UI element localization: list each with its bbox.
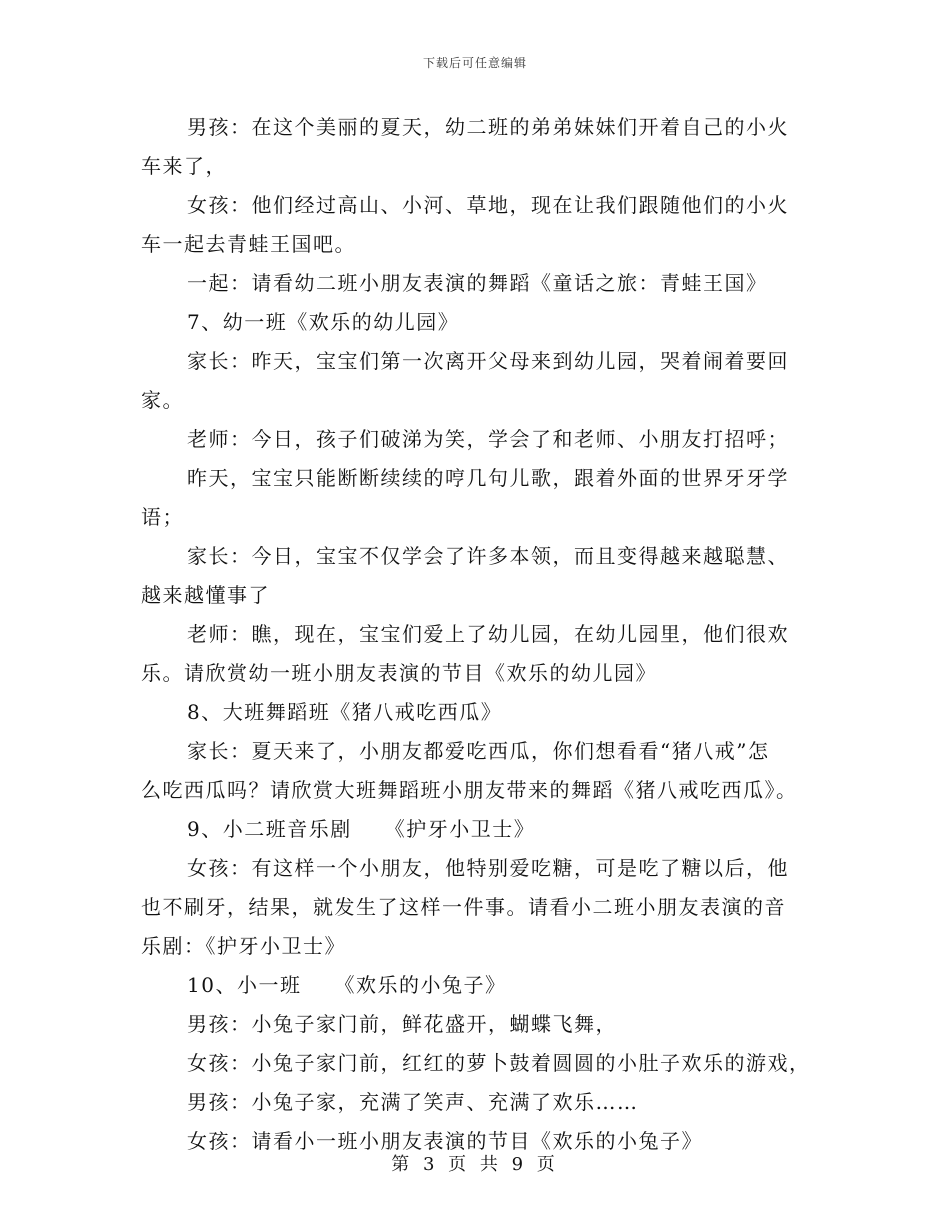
- text-line: 女孩：请看小一班小朋友表演的节目《欢乐的小兔子》: [187, 1129, 703, 1153]
- text-line: 男孩：小兔子家，充满了笑声、充满了欢乐……: [187, 1090, 639, 1114]
- text-line: 女孩：小兔子家门前，红红的萝卜鼓着圆圆的小肚子欢乐的游戏，: [187, 1051, 811, 1075]
- text-line: 一起：请看幼二班小朋友表演的舞蹈《童话之旅：青蛙王国》: [187, 271, 768, 295]
- text-line: 老师：瞧，现在，宝宝们爱上了幼儿园，在幼儿园里，他们很欢: [187, 622, 789, 646]
- section-heading: 7、幼一班《欢乐的幼儿园》: [187, 310, 460, 334]
- text-line: 家长：今日，宝宝不仅学会了许多本领，而且变得越来越聪慧、: [187, 544, 789, 568]
- text-line: 乐。请欣赏幼一班小朋友表演的节目《欢乐的幼儿园》: [141, 661, 657, 685]
- text-line: 昨天，宝宝只能断断续续的哼几句儿歌，跟着外面的世界牙牙学: [187, 466, 789, 490]
- text-line: 也不刷牙，结果，就发生了这样一件事。请看小二班小朋友表演的音: [141, 895, 786, 919]
- section-heading: 10、小一班 《欢乐的小兔子》: [187, 973, 507, 997]
- text-line: 越来越懂事了: [141, 583, 270, 607]
- text-line: 乐剧：《护牙小卫士》: [141, 934, 346, 958]
- text-line: 家。: [141, 388, 184, 412]
- page-number: 第 3 页 共 9 页: [391, 1154, 559, 1175]
- document-body: [141, 108, 809, 1161]
- text-line: 车一起去青蛙王国吧。: [141, 232, 356, 256]
- text-line: 女孩：他们经过高山、小河、草地，现在让我们跟随他们的小火: [187, 193, 789, 217]
- text-line: 家长：昨天，宝宝们第一次离开父母来到幼儿园，哭着闹着要回: [187, 349, 789, 373]
- text-line: 男孩：在这个美丽的夏天，幼二班的弟弟妹妹们开着自己的小火: [187, 115, 789, 139]
- text-line: 老师：今日，孩子们破涕为笑，学会了和老师、小朋友打招呼；: [187, 427, 789, 451]
- text-line: 家长：夏天来了，小朋友都爱吃西瓜，你们想看看“猪八戒”怎: [187, 739, 770, 763]
- text-line: 车来了，: [141, 154, 227, 178]
- text-line: 女孩：有这样一个小朋友，他特别爱吃糖，可是吃了糖以后，他: [187, 856, 789, 880]
- text-line: 么吃西瓜吗？请欣赏大班舞蹈班小朋友带来的舞蹈《猪八戒吃西瓜》。: [141, 778, 798, 802]
- text-line: 男孩：小兔子家门前，鲜花盛开，蝴蝶飞舞，: [187, 1012, 617, 1036]
- section-heading: 9、小二班音乐剧 《护牙小卫士》: [187, 817, 536, 841]
- text-line: 语；: [141, 505, 184, 529]
- section-heading: 8、大班舞蹈班《猪八戒吃西瓜》: [187, 700, 503, 724]
- page-header: 下载后可任意编辑: [422, 56, 527, 70]
